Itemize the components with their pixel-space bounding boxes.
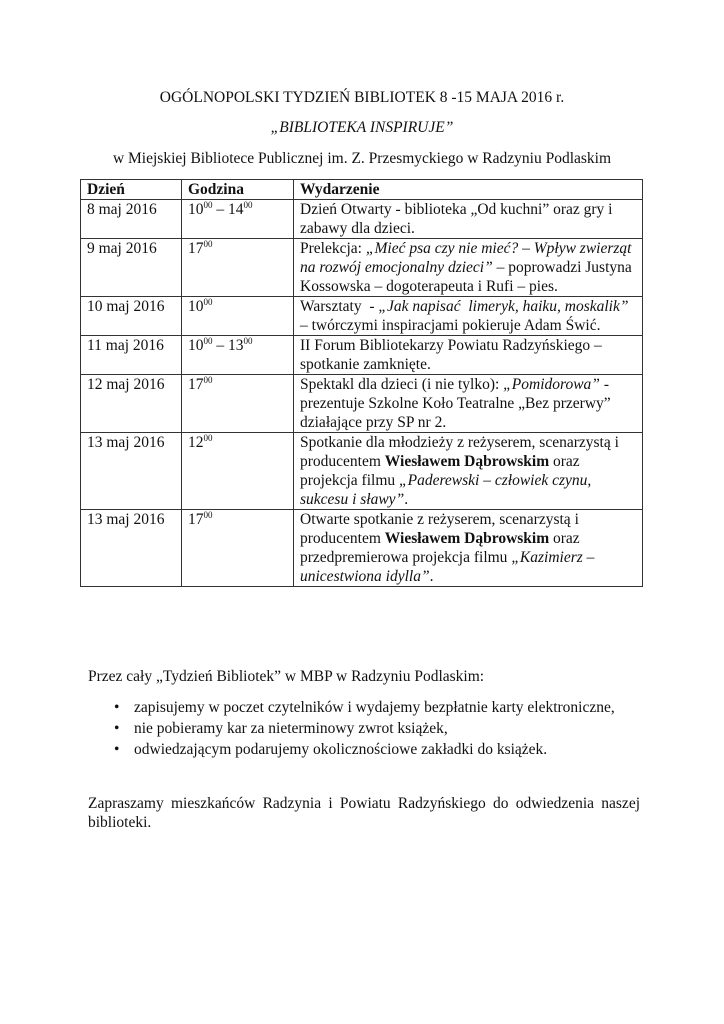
event-suffix: . — [429, 568, 434, 585]
start-hour: 17 — [188, 376, 204, 393]
event-cell — [294, 375, 643, 433]
event-prefix: Spektakl dla dzieci (i nie tylko): — [300, 376, 504, 393]
time-cell — [182, 510, 294, 587]
table-header-row — [81, 180, 643, 200]
time-separator: – — [212, 337, 228, 354]
event-suffix: – poprowadzi Justyna Kossowska – dogoterapeuta i Rufi – pies. — [300, 259, 632, 295]
header-time: Godzina — [182, 180, 294, 200]
table-row — [81, 297, 643, 336]
table-row — [81, 239, 643, 297]
time-cell — [182, 239, 294, 297]
header-event: Wydarzenie — [294, 180, 643, 200]
events-table — [80, 179, 643, 587]
day-cell: 8 maj 2016 — [81, 200, 182, 239]
time-cell — [182, 433, 294, 510]
day-cell: 11 maj 2016 — [81, 336, 182, 375]
closing-paragraph: Zapraszamy mieszkańców Radzynia i Powiatu Radzyńskiego do odwiedzenia naszej biblioteki. — [88, 795, 640, 831]
start-hour: 17 — [188, 511, 204, 528]
time-cell — [182, 375, 294, 433]
event-cell — [294, 239, 643, 297]
event-suffix: – twórczymi inspiracjami pokieruje Adam Świć. — [300, 317, 601, 334]
offer-list — [108, 698, 664, 761]
start-minutes: 00 — [203, 239, 213, 249]
header-day: Dzień — [81, 180, 182, 200]
time-cell — [182, 200, 294, 239]
event-cell — [294, 200, 643, 239]
event-cell — [294, 336, 643, 375]
event-prefix: Warsztaty - — [300, 298, 379, 315]
start-hour: 17 — [188, 240, 204, 257]
table-row — [81, 510, 643, 587]
event-cell — [294, 297, 643, 336]
start-minutes: 00 — [203, 510, 213, 520]
day-cell: 13 maj 2016 — [81, 510, 182, 587]
time-cell — [182, 336, 294, 375]
event-title: „Mieć psa czy nie mieć? – Wpływ zwierząt na rozwój emocjonalny dzieci” — [300, 240, 632, 276]
event-cell — [294, 510, 643, 587]
intro-paragraph: Przez cały „Tydzień Bibliotek” w MBP w Radzyniu Podlaskim: — [88, 668, 485, 685]
event-title: „Jak napisać limeryk, haiku, moskalik” — [378, 298, 629, 315]
event-title: „Paderewski – człowiek czynu, sukcesu i sławy” — [300, 472, 592, 508]
event-middle: oraz projekcja filmu — [300, 453, 580, 489]
table-row — [81, 375, 643, 433]
time-cell — [182, 297, 294, 336]
day-cell: 13 maj 2016 — [81, 433, 182, 510]
end-minutes: 00 — [243, 336, 253, 346]
event-guest-name: Wiesławem Dąbrowskim — [384, 530, 550, 547]
list-item: • nie pobieramy kar za nieterminowy zwrot książek, — [134, 719, 664, 738]
end-minutes: 00 — [243, 200, 253, 210]
event-middle: oraz przedpremierowa projekcja filmu — [300, 530, 580, 566]
table-row — [81, 433, 643, 510]
start-hour: 10 — [188, 298, 204, 315]
start-minutes: 00 — [203, 433, 213, 443]
event-title: „Pomidorowa” — [503, 376, 600, 393]
event-title: „Kazimierz – unicestwiona idylla” — [300, 549, 595, 585]
day-cell: 9 maj 2016 — [81, 239, 182, 297]
event-suffix: - prezentuje Szkolne Koło Teatralne „Bez przerwy” działające przy SP nr 2. — [300, 376, 611, 431]
start-hour: 10 — [188, 201, 204, 218]
event-motto: „BIBLIOTEKA INSPIRUJE” — [270, 119, 454, 136]
start-minutes: 00 — [203, 336, 213, 346]
list-item: • zapisujemy w poczet czytelników i wydajemy bezpłatnie karty elektroniczne, — [134, 698, 664, 717]
event-cell — [294, 433, 643, 510]
list-item: • odwiedzającym podarujemy okolicznościowe zakładki do książek. — [134, 740, 664, 759]
event-text: II Forum Bibliotekarzy Powiatu Radzyńskiego – spotkanie zamknięte. — [300, 337, 602, 373]
start-hour: 10 — [188, 337, 204, 354]
day-cell: 12 maj 2016 — [81, 375, 182, 433]
end-hour: 14 — [228, 201, 244, 218]
start-minutes: 00 — [203, 297, 213, 307]
document-title: OGÓLNOPOLSKI TYDZIEŃ BIBLIOTEK 8 -15 MAJA 2016 r. — [159, 89, 565, 106]
event-suffix: . — [404, 491, 409, 508]
table-row — [81, 200, 643, 239]
event-prefix: Otwarte spotkanie z reżyserem, scenarzystą i producentem — [300, 511, 579, 547]
start-minutes: 00 — [203, 375, 213, 385]
start-minutes: 00 — [203, 200, 213, 210]
table-row — [81, 336, 643, 375]
venue-line: w Miejskiej Bibliotece Publicznej im. Z. Przesmyckiego w Radzyniu Podlaskim — [112, 150, 612, 167]
time-separator: – — [212, 201, 228, 218]
day-cell: 10 maj 2016 — [81, 297, 182, 336]
event-guest-name: Wiesławem Dąbrowskim — [384, 453, 550, 470]
event-prefix: Spotkanie dla młodzieży z reżyserem, scenarzystą i producentem — [300, 434, 619, 470]
start-hour: 12 — [188, 434, 204, 451]
event-prefix: Prelekcja: — [300, 240, 366, 257]
end-hour: 13 — [228, 337, 244, 354]
event-text: Dzień Otwarty - biblioteka „Od kuchni” oraz gry i zabawy dla dzieci. — [300, 201, 613, 237]
